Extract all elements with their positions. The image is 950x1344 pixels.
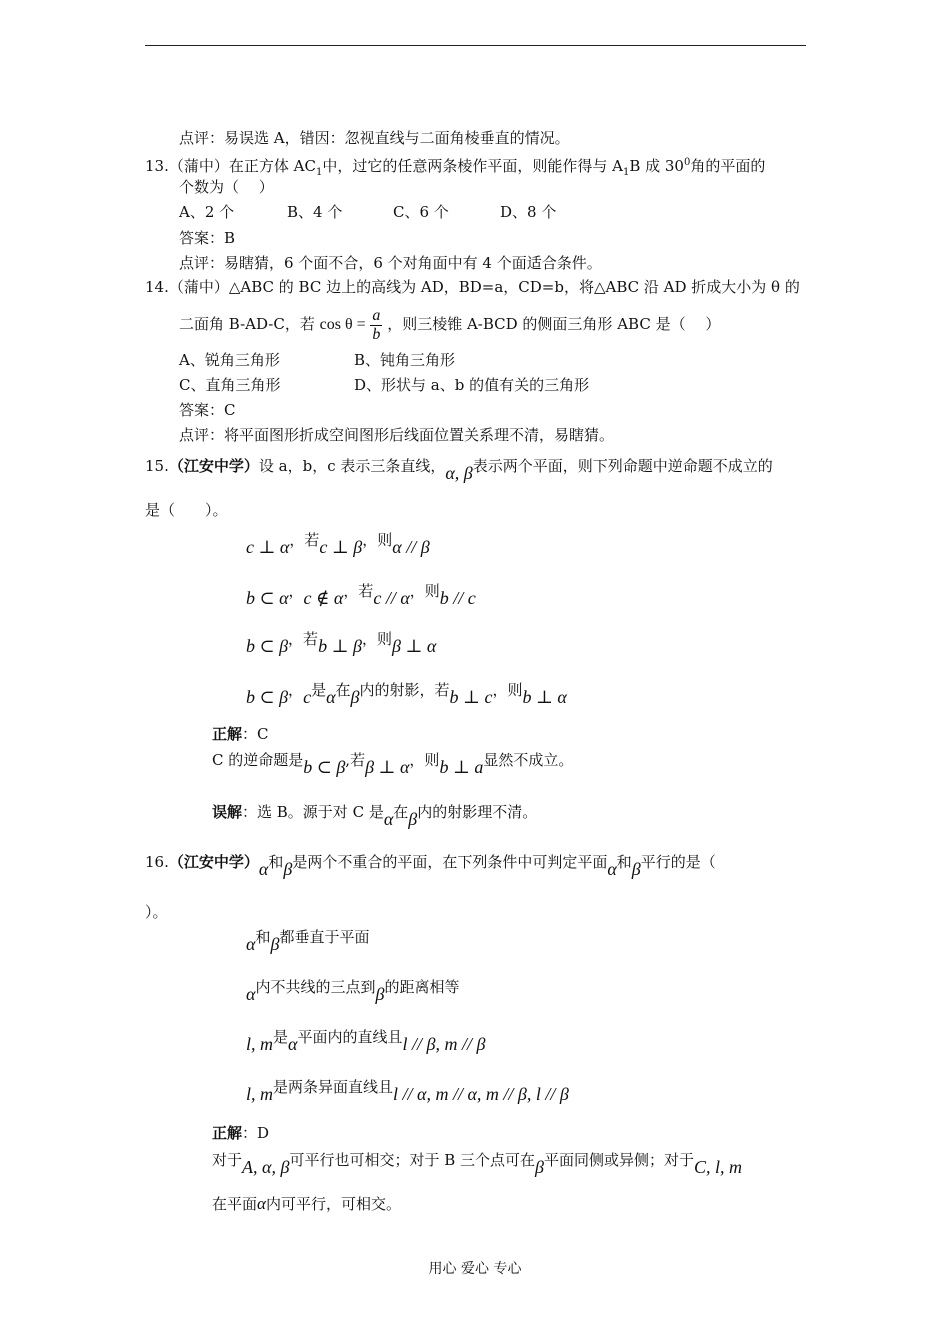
q15-expl-expr2: β ⊥ α: [365, 757, 410, 777]
q13-sub1: 1: [315, 167, 323, 178]
q14-answer: [179, 400, 235, 420]
q15-d-expr3: α: [326, 687, 336, 707]
q16-expl-a: 对于: [212, 1151, 243, 1169]
q14-option-d-text: D、形状与 a、b 的值有关的三角形: [354, 376, 590, 394]
q13-sup: 0: [683, 157, 691, 168]
q13-option-b: [287, 202, 342, 222]
q16-d-text1: 是两条异面直线且: [273, 1078, 394, 1096]
q15-c-expr3: β ⊥ α: [391, 636, 437, 656]
q15-expl-a: C 的逆命题是: [212, 751, 304, 769]
q16-c-expr1: l, m: [246, 1034, 273, 1054]
q15-stem-line2-text: 是（ ）。: [145, 501, 228, 519]
q16-expl-line2-a: 在平面: [212, 1195, 258, 1213]
q15-d-text4: 内的射影，若: [359, 681, 450, 699]
q14-fraction-numerator: a: [372, 306, 381, 324]
q14-option-b: [354, 350, 455, 370]
q16-a-text2: 都垂直于平面: [279, 928, 370, 946]
q15-wrong-expr2: β: [408, 809, 418, 829]
q16-number: 16.: [145, 853, 169, 871]
q14-answer-text: 答案：C: [179, 401, 236, 419]
q13-option-b-text: B、4 个: [287, 203, 343, 221]
q13-option-c-text: C、6 个: [393, 203, 449, 221]
q12-comment-text: 点评：易误选 A，错因：忽视直线与二面角棱垂直的情况。: [179, 129, 570, 147]
q15-explanation: [212, 753, 573, 782]
q13-stem-c: B 成 30: [629, 157, 684, 175]
q14-option-a: [179, 350, 280, 370]
q14-fraction: [370, 307, 382, 344]
page-footer: [0, 1258, 950, 1278]
q15-option-b: [246, 584, 476, 613]
q15-stem-a: 设 a，b，c 表示三条直线，: [258, 457, 446, 475]
q16-expr4: β: [631, 859, 641, 879]
q14-option-a-text: A、锐角三角形: [179, 351, 280, 369]
q13-comment: [179, 253, 602, 273]
q15-b-text3: ，则: [409, 582, 440, 600]
q15-a-text2: ，则: [362, 531, 393, 549]
q15-c-expr2: b ⊥ β: [318, 636, 362, 656]
q14-cos-expression: cos θ =: [319, 316, 366, 333]
q14-option-c: [179, 375, 280, 395]
q15-b-expr3: c // α: [373, 588, 410, 608]
q15-stem-b: 表示两个平面，则下列命题中逆命题不成立的: [472, 457, 773, 475]
q16-option-b: [246, 980, 459, 1009]
q14-stem-line2-a: 二面角 B-AD-C，若: [179, 315, 315, 333]
q15-wrong-b: 在: [393, 803, 409, 821]
q15-expl-c: ，则: [409, 751, 440, 769]
q16-expr3: α: [607, 859, 617, 879]
q13-answer-text: 答案：B: [179, 229, 236, 247]
q15-d-expr2: c: [303, 687, 312, 707]
q16-b-expr2: β: [375, 984, 385, 1004]
q15-d-expr1: b ⊂ β: [246, 687, 289, 707]
q13-option-d: [500, 202, 556, 222]
q16-expl-expr2: β: [535, 1157, 544, 1177]
q15-d-text1: ，: [288, 681, 304, 699]
header-rule: [145, 45, 806, 46]
q15-c-text1: ，若: [288, 630, 319, 648]
q15-wrong-a: ：选 B。源于对 C 是: [242, 803, 384, 821]
q15-wrong: [212, 805, 537, 834]
q15-option-d: [246, 683, 567, 712]
q16-correct-label: 正解: [212, 1124, 243, 1142]
q14-comment-text: 点评：将平面图形折成空间图形后线面位置关系理不清，易瞎猜。: [179, 426, 615, 444]
q15-b-expr1: b ⊂ α: [246, 588, 289, 608]
q15-b-text1: ，: [288, 582, 304, 600]
q15-correct-label: 正解: [212, 725, 243, 743]
q15-b-expr2: c ∉ α: [303, 588, 344, 608]
q16-b-expr1: α: [246, 984, 256, 1004]
q13-stem-line2: [179, 177, 274, 197]
q15-d-expr5: b ⊥ c: [449, 687, 493, 707]
q13-option-c: [393, 202, 449, 222]
q13-comment-text: 点评：易瞎猜，6 个面不合，6 个对角面中有 4 个面适合条件。: [179, 254, 602, 272]
q12-comment: [179, 128, 570, 148]
q15-wrong-expr1: α: [383, 809, 394, 829]
q15-c-expr1: b ⊂ β: [246, 636, 289, 656]
q16-stem-a: 是两个不重合的平面，在下列条件中可判定平面: [292, 853, 608, 871]
q16-c-text1: 是: [273, 1028, 289, 1046]
q16-b-text2: 的距离相等: [384, 978, 460, 996]
q16-stem-line2-text: ）。: [145, 903, 168, 921]
q16-a-text1: 和: [255, 928, 271, 946]
q15-d-text5: ，则: [492, 681, 523, 699]
q15-d-expr6: b ⊥ α: [522, 687, 567, 707]
q15-option-c: [246, 632, 436, 661]
q14-fraction-denominator: b: [372, 325, 381, 343]
q16-a-expr2: β: [270, 934, 280, 954]
q13-number: 13.: [145, 157, 169, 175]
q15-wrong-c: 内的射影理不清。: [417, 803, 538, 821]
q13-stem-b: 中，过它的任意两条棱作平面，则能作得与 A: [322, 157, 623, 175]
q16-c-expr2: α: [288, 1034, 298, 1054]
q16-text1: 和: [268, 853, 284, 871]
q13-option-a-text: A、2 个: [179, 203, 235, 221]
q15-c-text2: ，则: [361, 630, 392, 648]
q16-b-text1: 内不共线的三点到: [255, 978, 376, 996]
q14-stem: [145, 277, 800, 297]
q16-expr2: β: [283, 859, 293, 879]
footer-text: 用心 爱心 专心: [428, 1261, 522, 1277]
q15-correct-value: ：C: [242, 725, 269, 743]
q16-correct: [212, 1123, 269, 1143]
q16-source: （江安中学）: [168, 853, 259, 871]
q16-correct-value: ：D: [242, 1124, 270, 1142]
q15-d-text2: 是: [311, 681, 327, 699]
q15-expl-expr3: b ⊥ a: [439, 757, 484, 777]
q15-b-expr4: b // c: [439, 588, 476, 608]
q13-stem-line2-text: 个数为（ ）: [179, 178, 274, 196]
q16-text2: 和: [616, 853, 632, 871]
q13-sub2: 1: [622, 167, 630, 178]
q14-stem-line1: （蒲中）△ABC 的 BC 边上的高线为 AD，BD=a，CD=b，将△ABC 沿 AD 折成大小为 θ 的: [168, 278, 800, 296]
q16-expl-expr1: A, α, β: [242, 1157, 290, 1177]
q16-explanation-line2: [212, 1194, 401, 1214]
q16-option-d: [246, 1080, 569, 1109]
q13-option-d-text: D、8 个: [500, 203, 557, 221]
q15-stem: [145, 450, 773, 481]
q15-a-expr3: α // β: [392, 537, 430, 557]
q16-c-expr3: l // β, m // β: [402, 1034, 486, 1054]
q16-explanation: [212, 1153, 742, 1182]
q13-stem-a: （蒲中）在正方体 AC: [168, 157, 316, 175]
q15-a-expr1: c ⊥ α: [246, 537, 290, 557]
q14-number: 14.: [145, 278, 169, 296]
q15-alpha-beta: α, β: [445, 463, 473, 483]
q16-stem-b: 平行的是（: [640, 853, 716, 871]
q13-stem-d: 角的平面的: [690, 157, 766, 175]
q14-stem-line2: [179, 306, 720, 344]
q16-option-a: [246, 930, 369, 959]
q13-answer: [179, 228, 235, 248]
q15-option-a: [246, 533, 430, 562]
q16-expl-b: 可平行也可相交；对于 B 三个点可在: [289, 1151, 535, 1169]
q14-option-d: [354, 375, 589, 395]
q16-expr1: α: [258, 859, 269, 879]
q15-d-expr4: β: [350, 687, 360, 707]
q15-expl-expr1: b ⊂ β: [303, 757, 346, 777]
q15-expl-b: ,若: [345, 751, 366, 769]
q15-correct: [212, 724, 269, 744]
q16-expl-expr3: C, l, m: [693, 1157, 742, 1177]
q14-option-c-text: C、直角三角形: [179, 376, 281, 394]
q16-a-expr1: α: [246, 934, 256, 954]
q15-stem-line2: [145, 500, 228, 520]
q15-b-text2: ，若: [343, 582, 374, 600]
q16-stem-line2: [145, 902, 168, 922]
q16-stem: [145, 855, 716, 884]
q15-a-expr2: c ⊥ β: [319, 537, 363, 557]
q16-d-expr1: l, m: [246, 1084, 273, 1104]
q16-option-c: [246, 1030, 485, 1059]
q15-number: 15.: [145, 457, 169, 475]
q16-c-text2: 平面内的直线且: [297, 1028, 403, 1046]
q15-wrong-label: 误解: [212, 803, 243, 821]
q15-a-text1: ，若: [289, 531, 320, 549]
q14-option-b-text: B、钝角三角形: [354, 351, 456, 369]
q16-expl-c: 平面同侧或异侧；对于: [543, 1151, 694, 1169]
q16-d-expr2: l // α, m // α, m // β, l // β: [393, 1084, 569, 1104]
q14-stem-line2-b: ，则三棱锥 A-BCD 的侧面三角形 ABC 是（ ）: [387, 315, 721, 333]
q16-expl-expr4: α: [257, 1194, 266, 1213]
q15-source: （江安中学）: [168, 457, 259, 475]
q15-d-text3: 在: [335, 681, 351, 699]
q15-expl-d: 显然不成立。: [483, 751, 574, 769]
q14-comment: [179, 425, 614, 445]
q13-option-a: [179, 202, 234, 222]
q16-expl-line2-b: 内可平行，可相交。: [265, 1195, 401, 1213]
